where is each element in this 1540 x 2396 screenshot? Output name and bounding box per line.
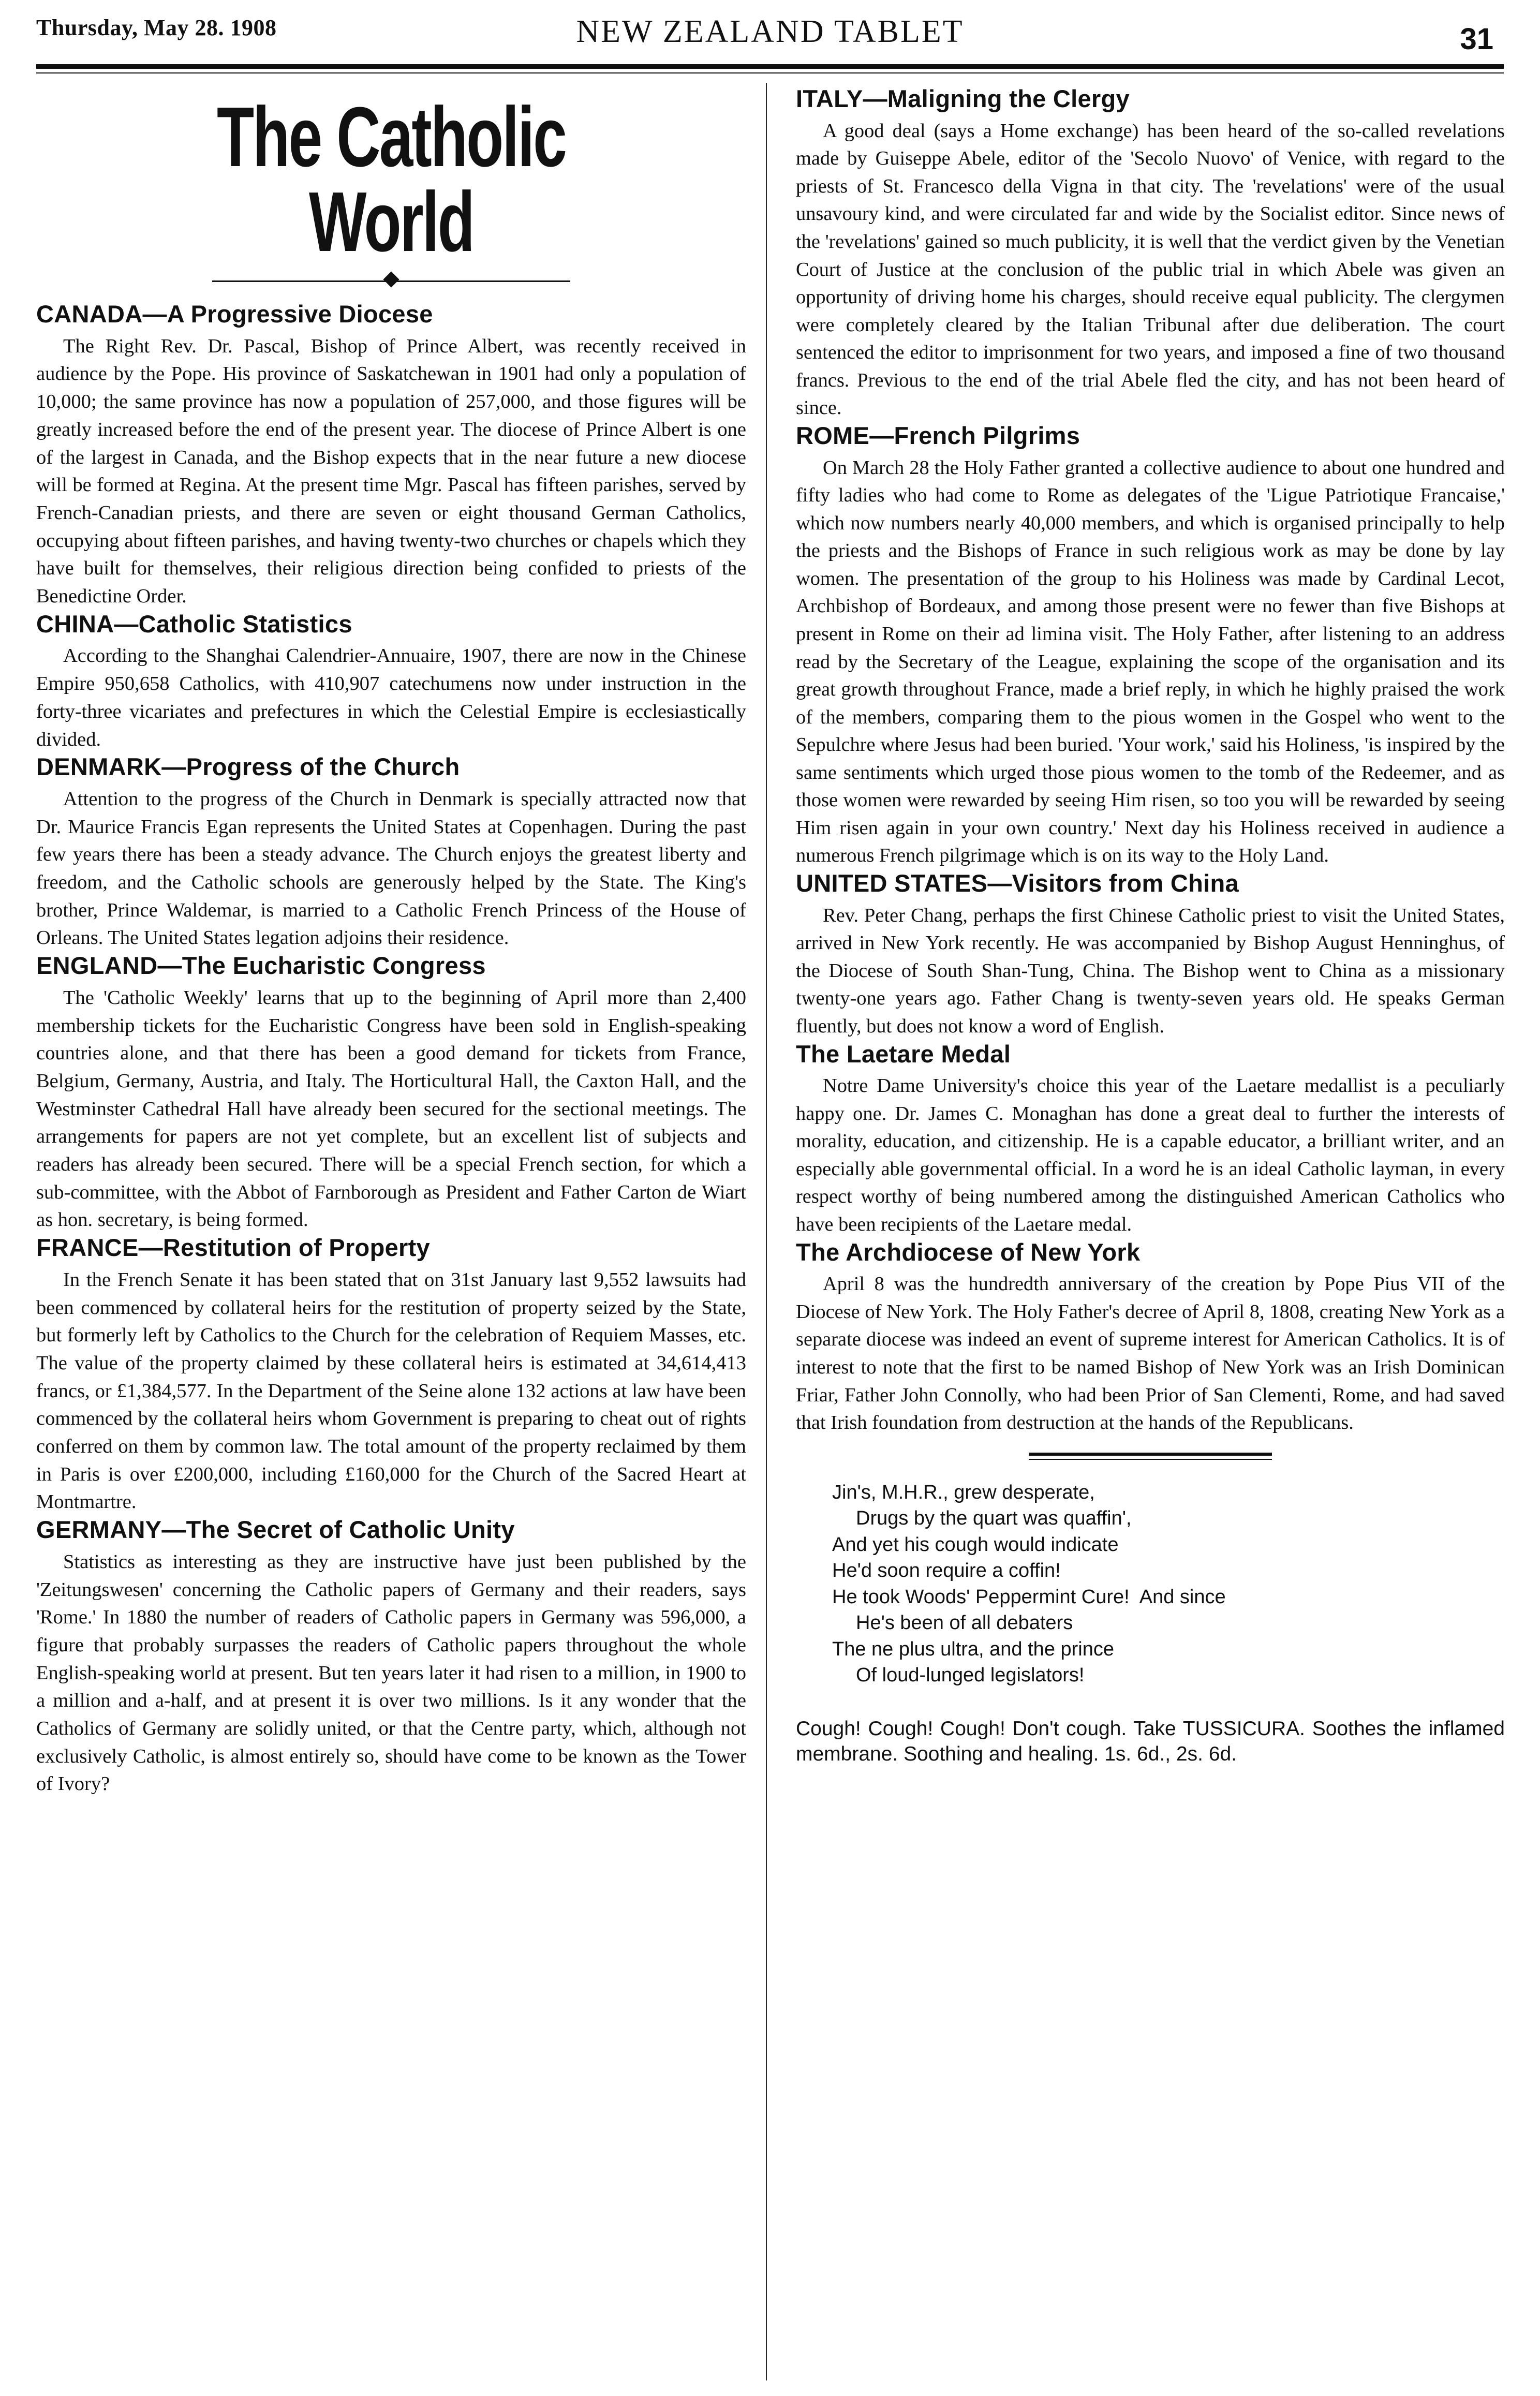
article-canada bbox=[36, 301, 746, 611]
header-date: Thursday, May 28. 1908 bbox=[36, 15, 277, 40]
header-rule-thin bbox=[36, 72, 1504, 73]
poem-line: The ne plus ultra, and the prince bbox=[832, 1638, 1115, 1660]
article-body: The Right Rev. Dr. Pascal, Bishop of Prince Albert, was recently received in audience by the Pope. His province of Saskatchewan in 1901 had only a population of 10,000; the same province has now a population of 257,000, and those figures will be greatly increased before the end of the present year. The diocese of Prince Albert is one of the largest in Canada, and the Bishop expects that in the near future a new diocese will be formed at Regina. At the present time Mgr. Pascal has fifteen parishes, served by French-Canadian priests, and there are seven or eight thousand German Catholics, occupying about fifteen parishes, and having twenty-two churches or chapels which they have built for themselves, their religious direction being confided to priests of the Benedictine Order. bbox=[36, 335, 746, 608]
diamond-ornament-icon bbox=[383, 271, 399, 287]
article-body: April 8 was the hundredth anniversary of the creation by Pope Pius VII of the Diocese of New York. The Holy Father's decree of April 8, 1808, creating New York as a separate diocese was indeed an event of supreme interest for American Catholics. It is of interest to note that the first to be named Bishop of New York was an Irish Dominican Friar, Father John Connolly, who had been Prior of San Clementi, Rome, and had saved that Irish foundation from destruction at the hands of the Republicans. bbox=[796, 1273, 1505, 1434]
advert-tussicura: Cough! Cough! Cough! Don't cough. Take TUSSICURA. Soothes the inflamed membrane. Soothing and healing. 1s. 6d., 2s. 6d. bbox=[796, 1717, 1505, 1765]
page-number: 31 bbox=[1460, 22, 1493, 56]
header-title: NEW ZEALAND TABLET bbox=[576, 14, 964, 49]
header-rule bbox=[36, 64, 1504, 69]
poem-line: Of loud-lunged legislators! bbox=[856, 1664, 1085, 1687]
article-body: The 'Catholic Weekly' learns that up to the beginning of April more than 2,400 membership tickets for the Eucharistic Congress have been sold in English-speaking countries alone, and that there has been a good demand for tickets from France, Belgium, Germany, Austria, and Italy. The Horticultural Hall, the Caxton Hall, and the Westminster Cathedral Hall have already been secured for the sectional meetings. The arrangements for papers are not yet complete, but an excellent list of subjects and readers has already been secured. There will be a special French section, for which a sub-committee, with the Abbot of Farnborough as President and Father Carton de Wiart as hon. secretary, is being formed. bbox=[36, 986, 746, 1231]
column-divider bbox=[766, 83, 767, 2380]
article-france bbox=[36, 1234, 746, 1516]
section-separator bbox=[796, 1445, 1505, 1466]
page-header bbox=[36, 6, 1504, 68]
article-heading: UNITED STATES—Visitors from China bbox=[796, 869, 1239, 897]
article-heading: CHINA—Catholic Statistics bbox=[36, 610, 352, 638]
article-heading: GERMANY—The Secret of Catholic Unity bbox=[36, 1516, 515, 1544]
article-heading: ITALY—Maligning the Clergy bbox=[796, 85, 1130, 112]
article-italy bbox=[796, 85, 1505, 422]
article-laetare-medal bbox=[796, 1041, 1505, 1239]
article-body: On March 28 the Holy Father granted a collective audience to about one hundred and fifty ladies who had come to Rome as delegates of the 'Ligue Patriotique Francaise,' which now numbers nearly 40,000 members, and which is organised principally to help the priests and the Bishops of France in such religious work as may be done by lay women. The presentation of the group to his Holiness was made by Cardinal Lecot, Archbishop of Bordeaux, and among those present were no fewer than five Bishops at present in Rome on their ad limina visit. The Holy Father, after listening to an address read by the Secretary of the League, explaining the scope of the organisation and its great growth throughout France, made a brief reply, in which he highly praised the work of the members, comparing them to the pious women in the Gospel who went to the Sepulchre where Jesus had been buried. 'Your work,' said his Holiness, 'is inspired by the same sentiments which urged those pious women to the tomb of the Redeemer, and as those women were rewarded by seeing Him risen, so too you will be rewarded by seeing Him risen again in your own country.' Next day his Holiness received in audience a numerous French pilgrimage which is on its way to the Holy Land. bbox=[796, 456, 1505, 867]
title-ornament bbox=[36, 273, 746, 289]
article-heading: ENGLAND—The Eucharistic Congress bbox=[36, 952, 486, 980]
poem-line: He'd soon require a coffin! bbox=[832, 1560, 1061, 1582]
advert-poem bbox=[832, 1480, 1505, 1689]
article-heading: The Laetare Medal bbox=[796, 1040, 1011, 1068]
article-body: According to the Shanghai Calendrier-Annuaire, 1907, there are now in the Chinese Empire 950,658 Catholics, with 410,907 catechumens now under instruction in the forty-three vicariates and prefectures in which the Celestial Empire is ecclesiastically divided. bbox=[36, 645, 746, 750]
article-body: In the French Senate it has been stated that on 31st January last 9,552 lawsuits had been commenced by collateral heirs for the restitution of property seized by the State, but formerly left by Catholics to the Church for the celebration of Requiem Masses, etc. The value of the property claimed by these collateral heirs is estimated at 34,614,413 francs, or £1,384,577. In the Department of the Seine alone 132 actions at law have been commenced by the collateral heirs whom Government is preparing to cheat out of rights conferred on them by common law. The total amount of the property reclaimed by them in Paris is over £200,000, including £160,000 for the Church of the Sacred Heart at Montmartre. bbox=[36, 1268, 746, 1513]
article-body: Notre Dame University's choice this year of the Laetare medallist is a peculiarly happy one. Dr. James C. Monaghan has done a great deal to further the interests of morality, education, and citizenship. He is a capable educator, a brilliant writer, and an especially able governmental official. In a word he is an ideal Catholic layman, in every respect worthy of being numbered among the distinguished American Catholics who have been recipients of the Laetare medal. bbox=[796, 1075, 1505, 1235]
poem-line: He took Woods' Peppermint Cure! And since bbox=[832, 1586, 1226, 1608]
article-denmark bbox=[36, 753, 746, 952]
article-england bbox=[36, 952, 746, 1234]
article-body: Rev. Peter Chang, perhaps the first Chinese Catholic priest to visit the United States, arrived in New York recently. He was accompanied by Bishop August Henninghus, of the Diocese of South Shan-Tung, China. The Bishop went to China as a missionary twenty-one years ago. Father Chang is twenty-seven years old. He speaks German fluently, but does not know a word of English. bbox=[796, 904, 1505, 1037]
poem-line: He's been of all debaters bbox=[856, 1612, 1073, 1634]
right-column bbox=[796, 85, 1505, 1767]
article-germany bbox=[36, 1516, 746, 1798]
article-body: Attention to the progress of the Church in Denmark is specially attracted now that Dr. Maurice Francis Egan represents the United States at Copenhagen. During the past few years there has been a steady advance. The Church enjoys the greatest liberty and freedom, and the Catholic schools are generously helped by the State. The King's brother, Prince Waldemar, is married to a Catholic French Princess of the House of Orleans. The United States legation adjoins their residence. bbox=[36, 788, 746, 949]
article-body: Statistics as interesting as they are instructive have just been published by the 'Zeitungswesen' concerning the Catholic papers of Germany and their readers, says 'Rome.' In 1880 the number of readers of Catholic papers in Germany was 596,000, a figure that probably surpasses the readers of Catholic papers throughout the whole English-speaking world at present. But ten years later it had risen to a million, in 1900 to a million and a-half, and at present it is over two millions. Is it any wonder that the Catholics of Germany are solidly united, or that the Centre party, which, although not exclusively Catholic, is almost entirely so, should have come to be known as the Tower of Ivory? bbox=[36, 1550, 746, 1795]
poem-line: Drugs by the quart was quaffin', bbox=[856, 1507, 1132, 1530]
article-rome bbox=[796, 422, 1505, 870]
article-heading: FRANCE—Restitution of Property bbox=[36, 1234, 430, 1262]
article-united-states bbox=[796, 870, 1505, 1041]
article-body: A good deal (says a Home exchange) has been heard of the so-called revelations made by Guiseppe Abele, editor of the 'Secolo Nuovo' of Venice, with regard to the priests of St. Francesco della Vigna in that city. The 'revelations' were of the usual unsavoury kind, and were circulated far and wide by the Socialist editor. Since news of the 'revelations' gained so much publicity, it is well that the verdict given by the Venetian Court of Justice at the conclusion of the public trial in which Abele was given an opportunity of driving home his charges, should receive equal publicity. The clergymen were completely cleared by the Italian Tribunal after due deliberation. The court sentenced the editor to imprisonment for two years, and imposed a fine of two thousand francs. Previous to the end of the trial Abele fled the city, and has not been heard of since. bbox=[796, 120, 1505, 419]
article-heading: ROME—French Pilgrims bbox=[796, 421, 1080, 449]
article-new-york bbox=[796, 1239, 1505, 1437]
poem-line: Jin's, M.H.R., grew desperate, bbox=[832, 1481, 1095, 1503]
article-heading: CANADA—A Progressive Diocese bbox=[36, 300, 433, 328]
page-title: The Catholic World bbox=[217, 90, 566, 269]
poem-line: And yet his cough would indicate bbox=[832, 1533, 1119, 1556]
article-heading: DENMARK—Progress of the Church bbox=[36, 753, 460, 781]
article-china bbox=[36, 611, 746, 754]
article-heading: The Archdiocese of New York bbox=[796, 1238, 1141, 1266]
left-column bbox=[36, 85, 746, 1798]
